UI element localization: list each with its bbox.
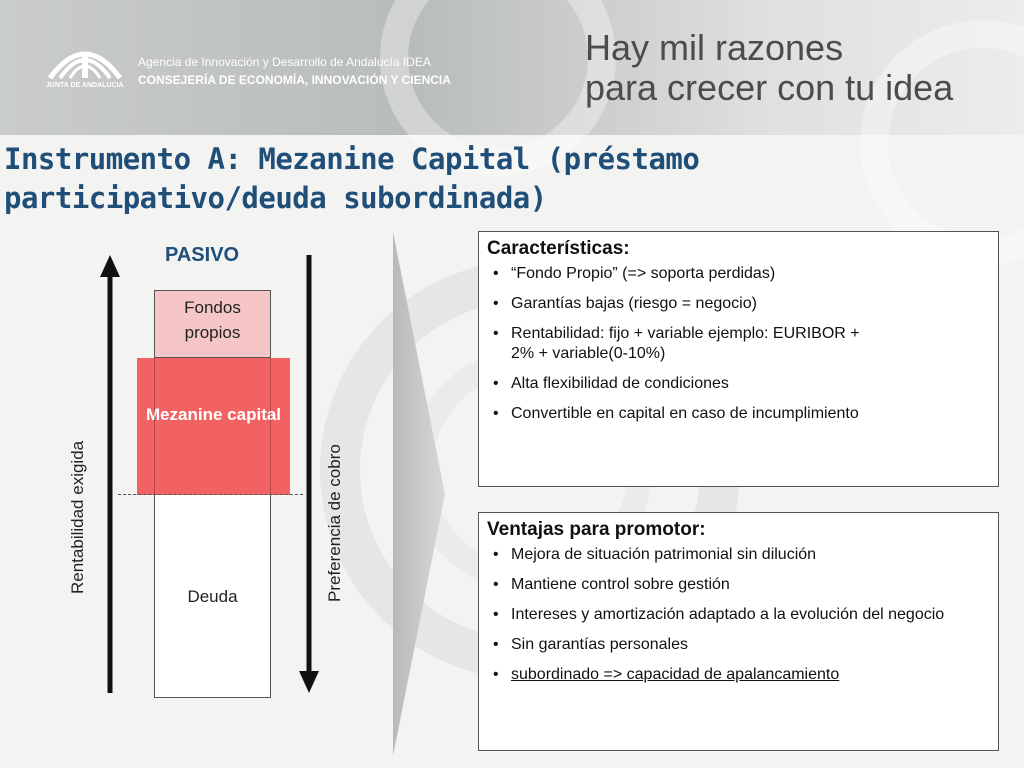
list-item: • Mejora de situación patrimonial sin dilución xyxy=(487,545,990,565)
agency-name: Agencia de Innovación y Desarrollo de Andalucía IDEA xyxy=(138,55,431,69)
list-item xyxy=(487,665,990,685)
junta-andalucia-logo xyxy=(40,30,130,100)
logo-text: JUNTA DE ANDALUCIA xyxy=(46,82,124,89)
deuda-block: Deuda xyxy=(154,495,271,698)
up-arrow xyxy=(98,255,122,695)
dashed-divider xyxy=(118,494,303,495)
slide-title: Instrumento A: Mezanine Capital (préstamo participativo/deuda subordinada) xyxy=(4,142,700,215)
list-item: • Mantiene control sobre gestión xyxy=(487,575,990,595)
list-item: • Alta flexibilidad de condiciones xyxy=(487,374,990,394)
slogan xyxy=(585,28,953,108)
list-item: • “Fondo Propio” (=> soporta perdidas) xyxy=(487,264,990,284)
list-item-text: subordinado => capacidad de apalancamiento xyxy=(511,666,840,683)
list-item: • Sin garantías personales xyxy=(487,635,990,655)
slogan-line-1: Hay mil razones xyxy=(585,27,844,68)
ventajas-box xyxy=(478,512,999,751)
list-item: • Convertible en capital en caso de incumplimiento xyxy=(487,404,990,424)
pasivo-label: PASIVO xyxy=(165,244,240,266)
list-item: • Garantías bajas (riesgo = negocio) xyxy=(487,294,990,314)
caracteristicas-list xyxy=(487,264,990,424)
down-arrow xyxy=(297,255,321,695)
preferencia-axis-label: Preferencia de cobro xyxy=(325,444,344,602)
chevron-arrow-icon xyxy=(393,232,449,756)
ventajas-list xyxy=(487,545,990,685)
rentabilidad-axis-label: Rentabilidad exigida xyxy=(68,440,87,594)
caracteristicas-box xyxy=(478,231,999,487)
ventajas-heading: Ventajas para promotor: xyxy=(487,519,706,540)
fondos-propios-block: Fondos propios xyxy=(154,290,271,358)
list-item: • Rentabilidad: fijo + variable ejemplo: EURIBOR + 2% + variable(0-10%) xyxy=(487,324,990,364)
caracteristicas-heading: Características: xyxy=(487,238,630,259)
slogan-line-2: para crecer con tu idea xyxy=(585,67,954,108)
mezzanine-block: Mezanine capital xyxy=(137,358,290,495)
list-item: • Intereses y amortización adaptado a la evolución del negocio xyxy=(487,605,990,625)
ministry-name: CONSEJERÍA DE ECONOMÍA, INNOVACIÓN Y CIENCIA xyxy=(138,73,451,87)
mezzanine-outline xyxy=(154,358,271,495)
